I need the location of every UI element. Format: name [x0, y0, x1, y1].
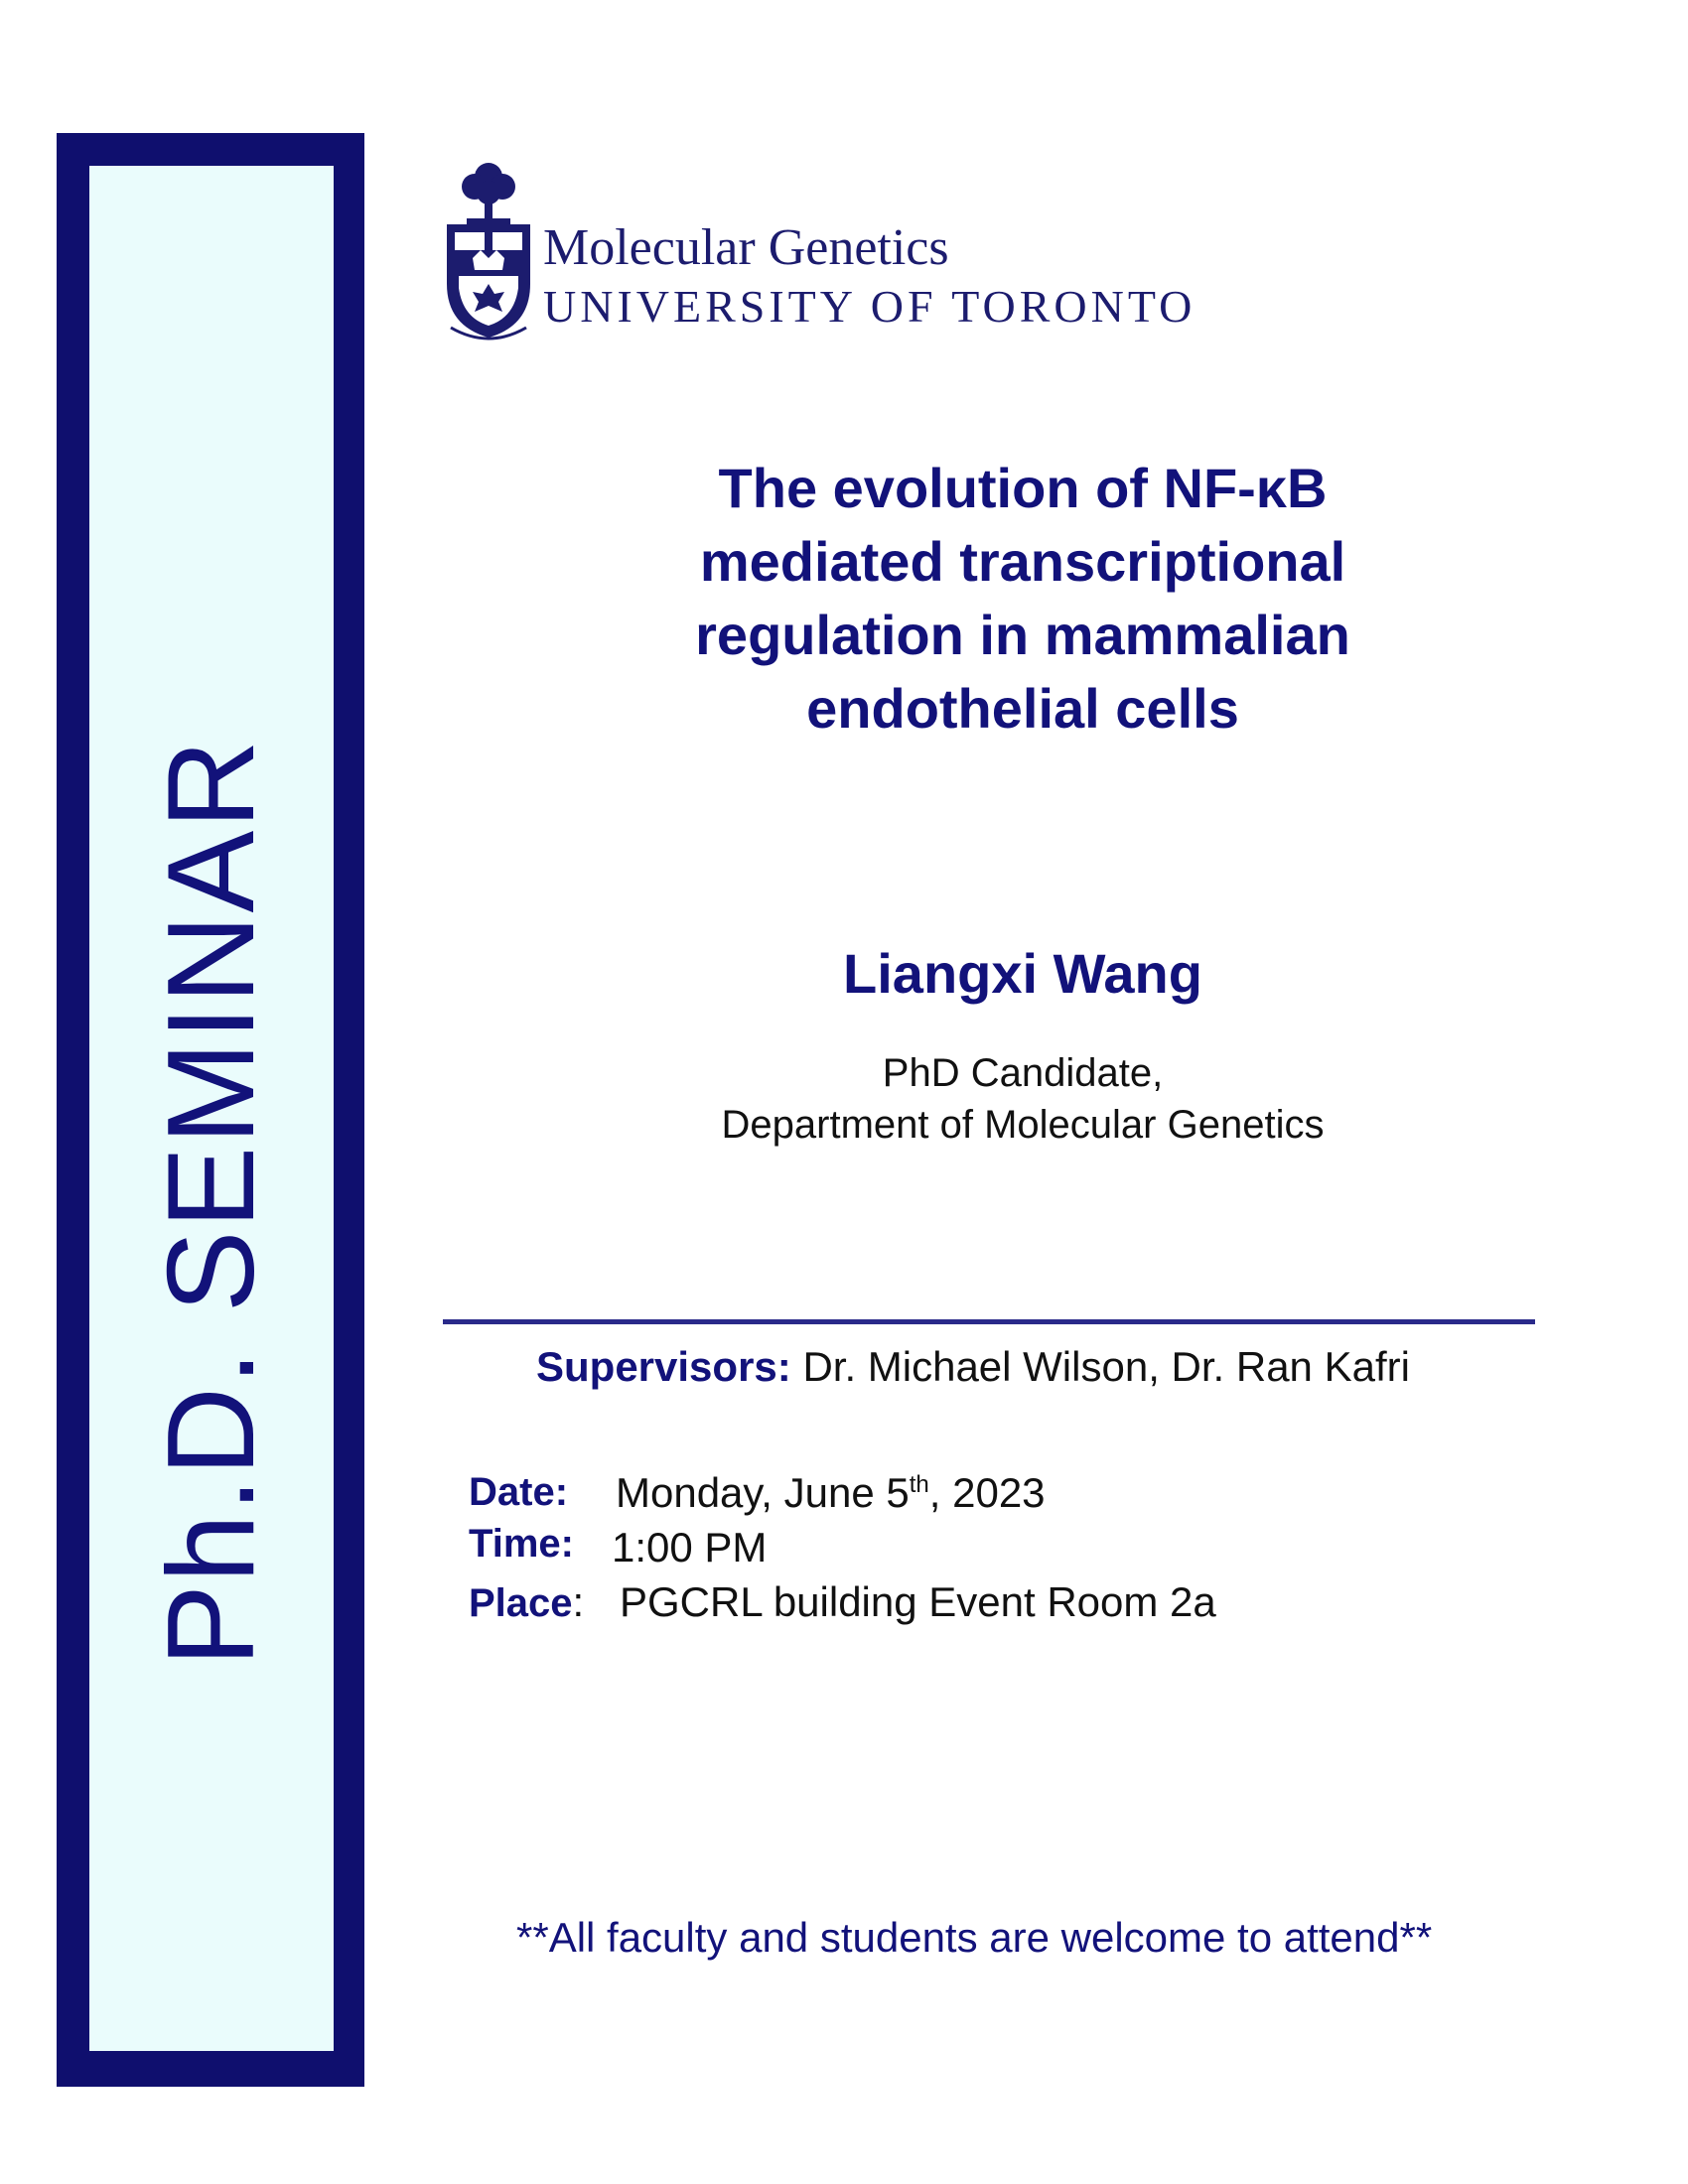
date-label-wrap [469, 1467, 568, 1515]
date-value-main: Monday, June 5 [616, 1469, 910, 1516]
supervisors-label: Supervisors: [536, 1343, 791, 1390]
sidebar-frame [57, 133, 364, 2087]
speaker-role: PhD Candidate, [882, 1051, 1164, 1095]
university-name: UNIVERSITY OF TORONTO [543, 281, 1196, 332]
speaker-affiliation [596, 1047, 1450, 1151]
date-ordinal: th [909, 1471, 929, 1498]
place-colon: : [572, 1578, 585, 1625]
time-label: Time: [469, 1522, 574, 1566]
place-line [469, 1578, 584, 1626]
seminar-type-label: Ph.D. SEMINAR [143, 738, 280, 1668]
supervisors-line [536, 1343, 1410, 1391]
time-label-wrap [469, 1519, 574, 1567]
title-line: mediated transcriptional [699, 530, 1346, 593]
place-label: Place [469, 1581, 573, 1625]
title-line: endothelial cells [806, 677, 1239, 740]
date-value-year: , 2023 [928, 1469, 1046, 1516]
place-value: PGCRL building Event Room 2a [620, 1578, 1216, 1625]
divider-line [443, 1319, 1535, 1324]
title-line: regulation in mammalian [695, 604, 1350, 666]
date-value [616, 1469, 1046, 1517]
date-label: Date: [469, 1470, 569, 1514]
seminar-title [596, 452, 1450, 746]
university-crest-icon [445, 159, 532, 347]
speaker-name: Liangxi Wang [843, 942, 1202, 1005]
time-value: 1:00 PM [612, 1524, 768, 1570]
welcome-note: **All faculty and students are welcome to attend** [516, 1914, 1433, 1961]
supervisors-value: Dr. Michael Wilson, Dr. Ran Kafri [802, 1343, 1410, 1390]
title-line: The evolution of NF-κB [718, 457, 1328, 519]
speaker-department: Department of Molecular Genetics [721, 1103, 1325, 1147]
department-name: Molecular Genetics [543, 219, 949, 276]
sidebar-panel [89, 166, 334, 2051]
